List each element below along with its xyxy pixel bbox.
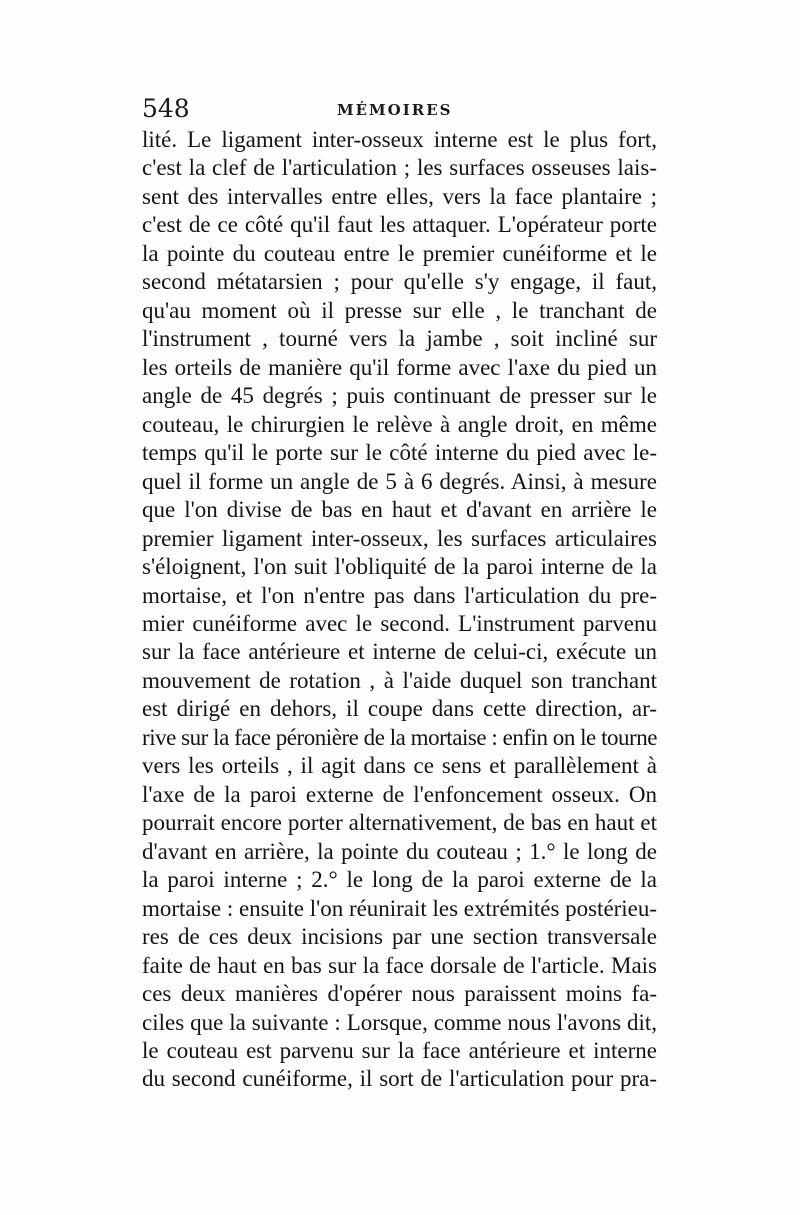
text-line: les orteils de manière qu'il forme avec l'axe du pied un — [142, 354, 657, 380]
text-line: faite de haut en bas sur la face dorsale de l'article. Mais — [142, 952, 657, 978]
body-text — [142, 126, 657, 1094]
text-line: ciles que la suivante : Lorsque, comme nous l'avons dit, — [142, 1009, 657, 1035]
text-line: res de ces deux incisions par une section transversale — [142, 924, 657, 950]
running-head — [142, 94, 662, 130]
text-line: temps qu'il le porte sur le côté interne du pied avec le- — [142, 440, 657, 466]
text-line: angle de 45 degrés ; puis continuant de presser sur le — [142, 383, 657, 409]
text-line: lité. Le ligament inter-osseux interne est le plus fort, — [142, 127, 657, 152]
text-line: second métatarsien ; pour qu'elle s'y engage, il faut, — [142, 269, 657, 295]
text-line: l'axe de la paroi externe de l'enfoncement osseux. On — [142, 781, 657, 807]
text-line: qu'au moment où il presse sur elle , le tranchant de — [142, 297, 657, 323]
text-line: l'instrument , tourné vers la jambe , soit incliné sur — [142, 326, 657, 352]
text-line: sur la face antérieure et interne de celui-ci, exécute un — [142, 639, 657, 665]
text-line: d'avant en arrière, la pointe du couteau ; 1.° le long de — [142, 838, 657, 864]
text-line: c'est de ce côté qu'il faut les attaquer. L'opérateur porte — [142, 212, 657, 238]
text-line: ces deux manières d'opérer nous paraissent moins fa- — [142, 981, 657, 1007]
text-line: mortaise : ensuite l'on réunirait les extrémités postérieu- — [142, 895, 657, 921]
text-line: mortaise, et l'on n'entre pas dans l'articulation du pre- — [142, 582, 657, 608]
text-line: est dirigé en dehors, il coupe dans cette direction, ar- — [142, 696, 657, 722]
text-line: que l'on divise de bas en haut et d'avant en arrière le — [142, 497, 657, 523]
text-line: premier ligament inter-osseux, les surfaces articulaires — [142, 525, 657, 551]
text-line: couteau, le chirurgien le relève à angle droit, en même — [142, 411, 657, 437]
text-line: du second cunéiforme, il sort de l'articulation pour pra- — [142, 1066, 657, 1092]
text-line: s'éloignent, l'on suit l'obliquité de la paroi interne de la — [142, 554, 657, 580]
text-line: vers les orteils , il agit dans ce sens et parallèlement à — [142, 753, 657, 779]
text-line: rive sur la face péronière de la mortaise : enfin on le tourne — [142, 724, 658, 750]
text-line: quel il forme un angle de 5 à 6 degrés. Ainsi, à mesure — [142, 468, 657, 494]
text-line: le couteau est parvenu sur la face antérieure et interne — [142, 1038, 657, 1063]
text-line: pourrait encore porter alternativement, de bas en haut et — [142, 810, 657, 836]
text-line: la paroi interne ; 2.° le long de la paroi externe de la — [142, 867, 657, 893]
text-line: mier cunéiforme avec le second. L'instrument parvenu — [142, 610, 657, 636]
text-line: la pointe du couteau entre le premier cunéiforme et le — [142, 240, 657, 266]
page-number: 548 — [142, 94, 190, 123]
text-line: sent des intervalles entre elles, vers la face plantaire ; — [142, 183, 657, 209]
running-title: MÉMOIRES — [337, 101, 453, 119]
text-line: c'est la clef de l'articulation ; les surfaces osseuses lais- — [142, 155, 657, 181]
text-line: mouvement de rotation , à l'aide duquel son tranchant — [142, 667, 657, 693]
